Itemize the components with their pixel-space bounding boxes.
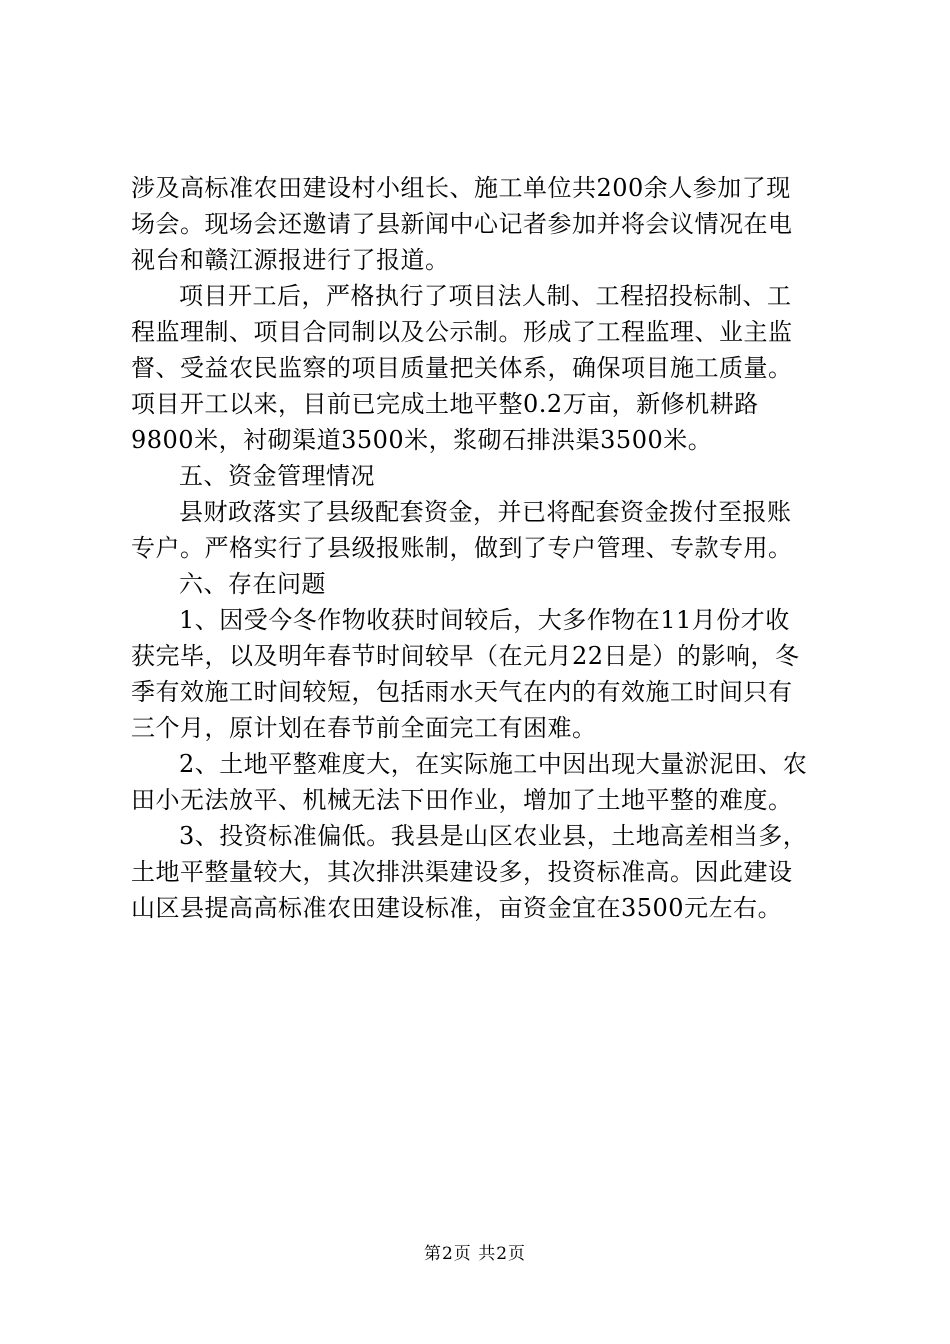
paragraph-start-line: 1、因受今冬作物收获时间较后，大多作物在11月份才收 <box>179 606 790 634</box>
text-line: 田小无法放平、机械无法下田作业，增加了土地平整的难度。 <box>131 786 793 814</box>
page-footer: 第2页 共2页 <box>423 1244 527 1264</box>
section-heading-problems: 六、存在问题 <box>179 570 326 598</box>
text-line: 获完毕，以及明年春节时间较早（在元月22日是）的影响，冬 <box>131 642 800 670</box>
text-line: 季有效施工时间较短，包括雨水天气在内的有效施工时间只有 <box>131 678 793 706</box>
section-heading-funds: 五、资金管理情况 <box>179 462 375 490</box>
text-line: 项目开工以来，目前已完成土地平整0.2万亩，新修机耕路 <box>131 390 759 418</box>
text-line: 程监理制、项目合同制以及公示制。形成了工程监理、业主监 <box>131 318 793 346</box>
text-line: 场会。现场会还邀请了县新闻中心记者参加并将会议情况在电 <box>131 210 793 238</box>
paragraph-start-line: 3、投资标准偏低。我县是山区农业县，土地高差相当多， <box>179 822 808 850</box>
document-body <box>131 170 831 926</box>
text-line: 视台和赣江源报进行了报道。 <box>131 246 450 274</box>
text-line: 土地平整量较大，其次排洪渠建设多，投资标准高。因此建设 <box>131 858 793 886</box>
text-line: 9800米，衬砌渠道3500米，浆砌石排洪渠3500米。 <box>131 426 713 454</box>
text-line: 三个月，原计划在春节前全面完工有困难。 <box>131 714 597 742</box>
paragraph-start-line: 县财政落实了县级配套资金，并已将配套资金拨付至报账 <box>179 498 792 526</box>
text-line: 督、受益农民监察的项目质量把关体系，确保项目施工质量。 <box>131 354 793 382</box>
text-line: 专户。严格实行了县级报账制，做到了专户管理、专款专用。 <box>131 534 793 562</box>
paragraph-start-line: 2、土地平整难度大，在实际施工中因出现大量淤泥田、农 <box>179 750 808 778</box>
paragraph-start-line: 项目开工后，严格执行了项目法人制、工程招投标制、工 <box>179 282 792 310</box>
text-line: 山区县提高高标准农田建设标准，亩资金宜在3500元左右。 <box>131 894 783 922</box>
text-line: 涉及高标准农田建设村小组长、施工单位共200余人参加了现 <box>131 174 791 202</box>
